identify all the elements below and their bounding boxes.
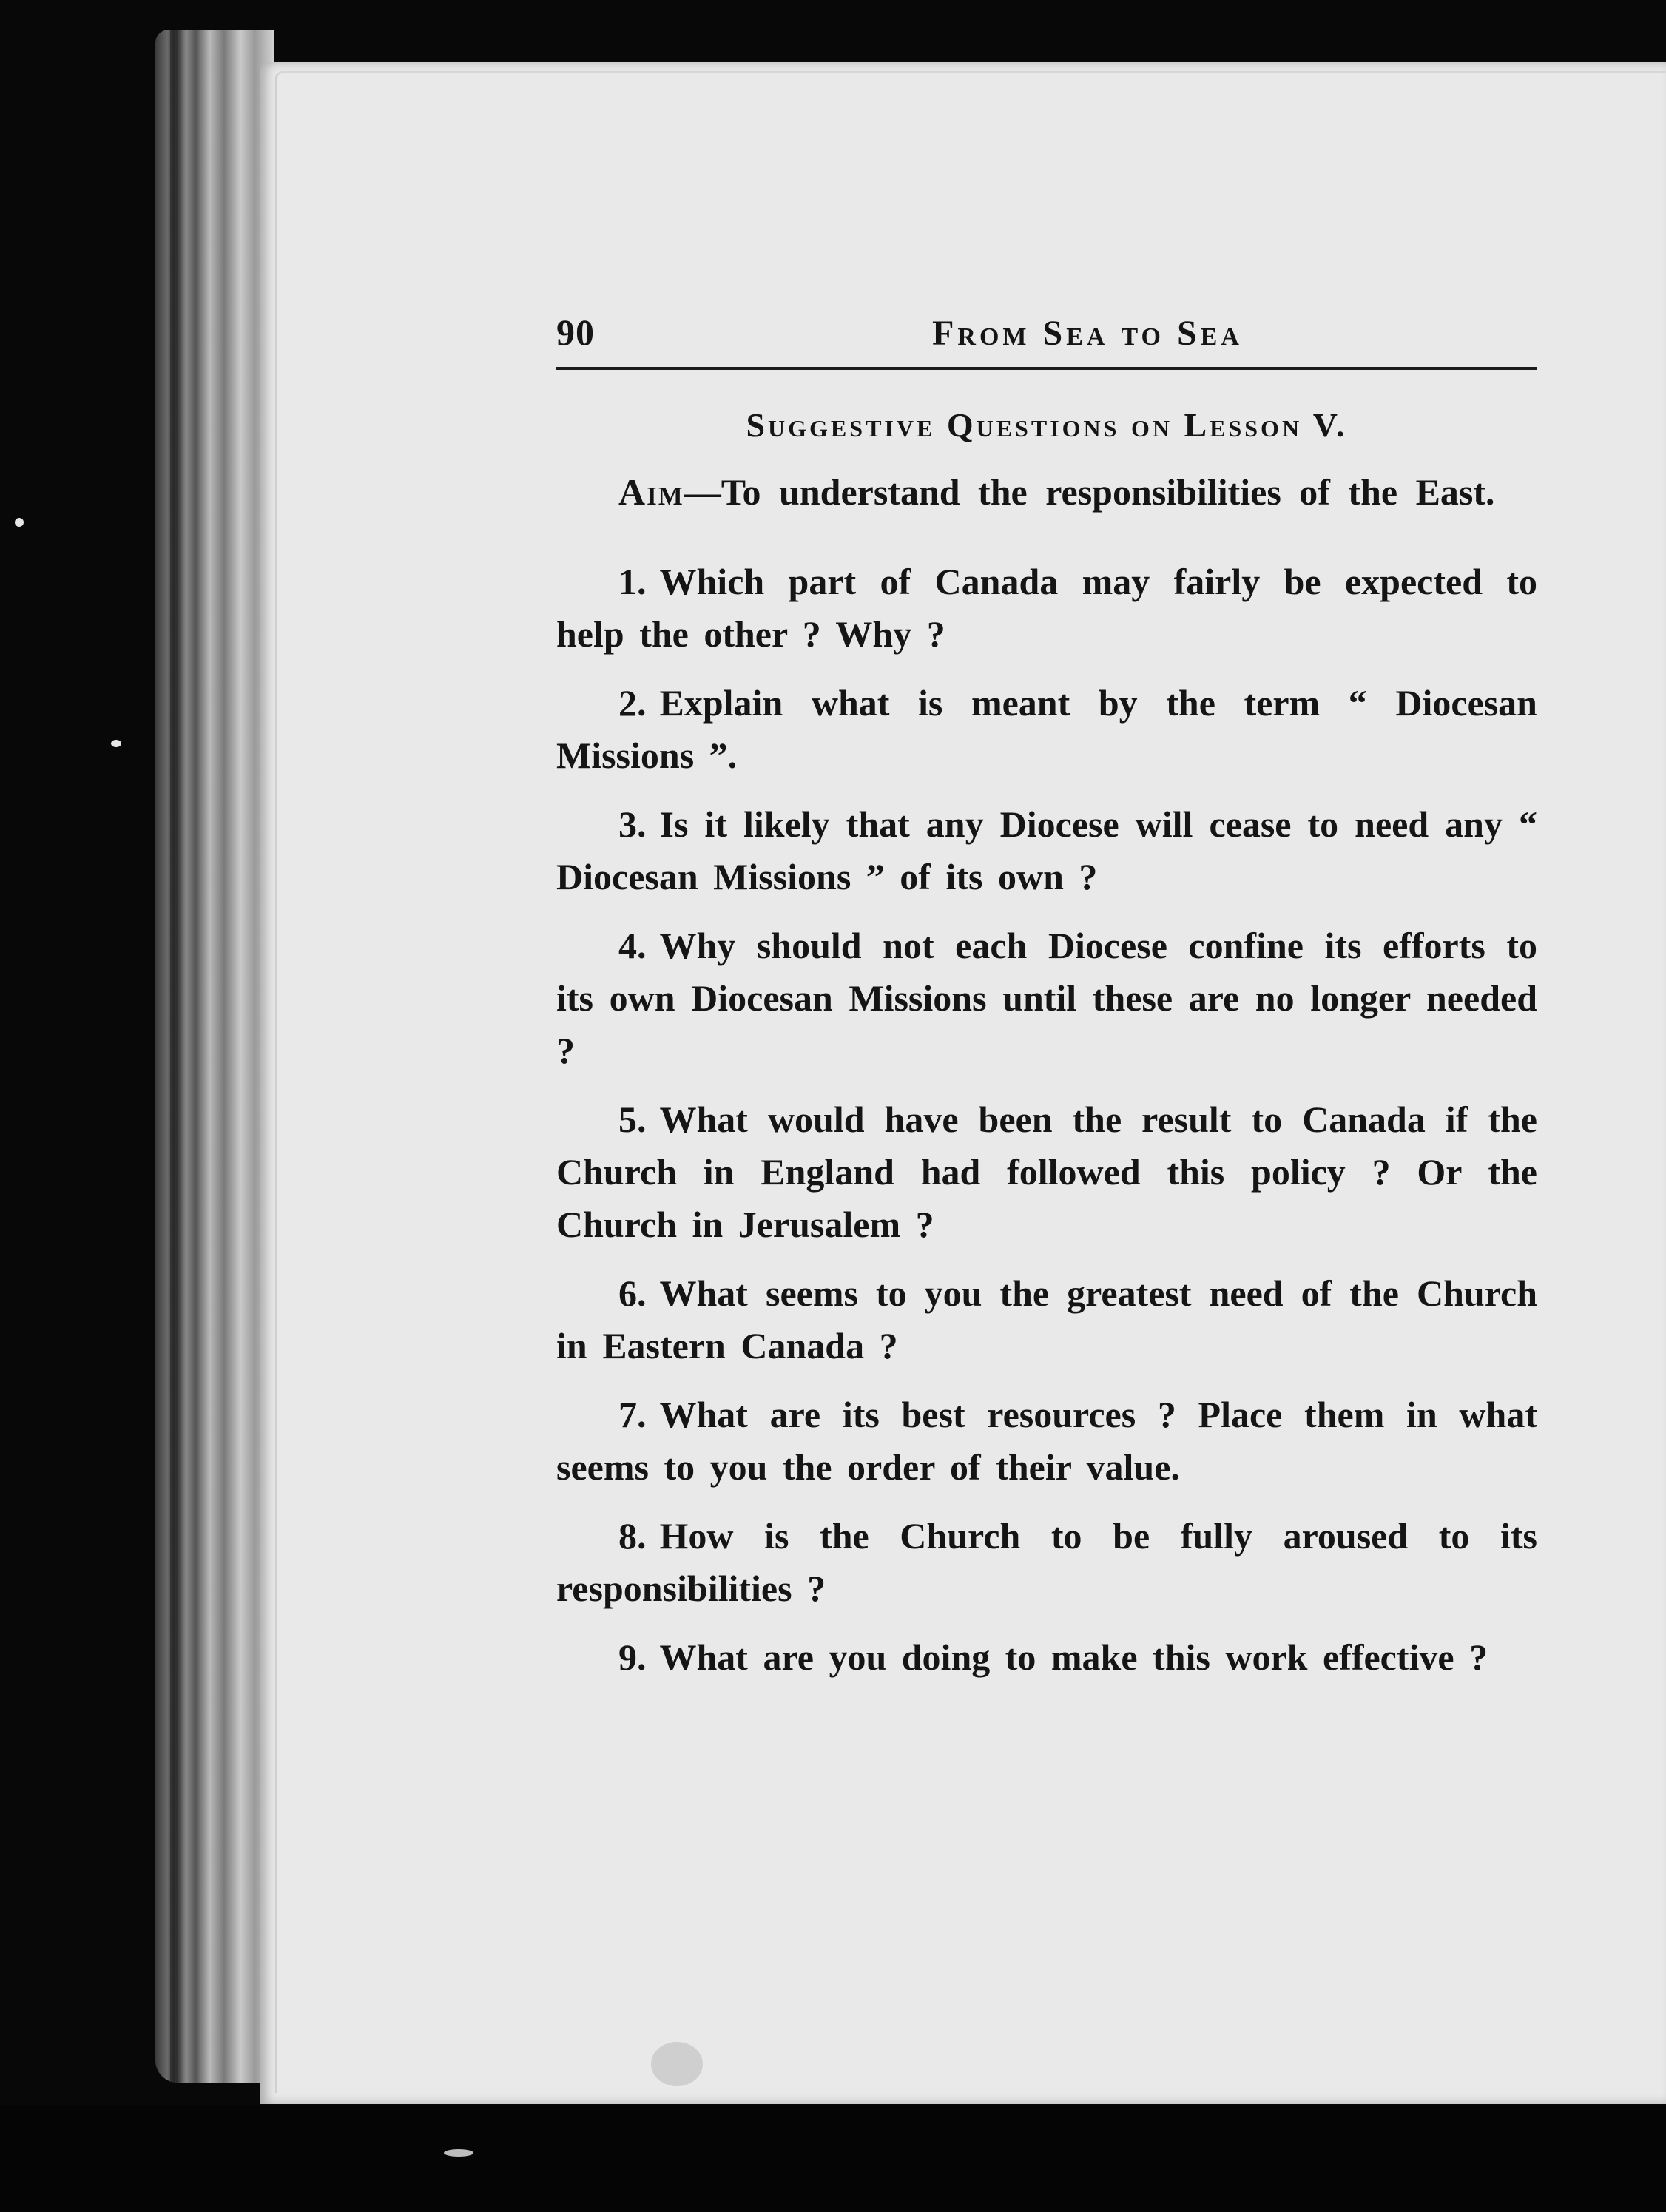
question-number: 4. — [618, 925, 647, 966]
question-text: Is it likely that any Diocese will cease to need any “ Diocesan Missions ” of its own ? — [556, 803, 1537, 897]
question-text: Which part of Canada may fairly be expected to help the other ? Why ? — [556, 561, 1537, 655]
aim-label: Aim — [618, 471, 684, 513]
question-item — [556, 920, 1537, 1077]
question-item — [556, 1093, 1537, 1251]
page-text — [556, 311, 1537, 1684]
page-number: 90 — [556, 311, 595, 353]
question-number: 6. — [618, 1272, 647, 1314]
dust-speck — [15, 518, 24, 527]
aim-text: —To understand the responsibilities of the East. — [684, 471, 1495, 513]
question-text: What would have been the result to Canada if the Church in England had followed this policy ? Or the Church in Jerusalem ? — [556, 1099, 1537, 1245]
question-item — [556, 1267, 1537, 1372]
question-text: What are you doing to make this work effective ? — [659, 1636, 1488, 1678]
question-number: 9. — [618, 1636, 647, 1678]
question-list — [556, 556, 1537, 1684]
question-number: 3. — [618, 803, 647, 845]
question-text: Explain what is meant by the term “ Diocesan Missions ”. — [556, 682, 1537, 776]
question-number: 7. — [618, 1394, 647, 1435]
question-item — [556, 1389, 1537, 1494]
question-text: How is the Church to be fully aroused to its responsibilities ? — [556, 1515, 1537, 1609]
dust-speck — [444, 2149, 473, 2157]
dust-speck — [111, 740, 121, 747]
question-item — [556, 556, 1537, 661]
question-number: 1. — [618, 561, 647, 602]
question-item — [556, 677, 1537, 782]
question-text: Why should not each Diocese confine its efforts to its own Diocesan Missions until these are no longer needed ? — [556, 925, 1537, 1071]
scan-background-bottom — [0, 2105, 1666, 2212]
question-item — [556, 1510, 1537, 1615]
question-text: What are its best resources ? Place them in what seems to you the order of their value. — [556, 1394, 1537, 1488]
aim-paragraph — [556, 465, 1537, 519]
section-heading: Suggestive Questions on Lesson V. — [746, 406, 1348, 444]
question-number: 2. — [618, 682, 647, 724]
book-binding-edge — [155, 30, 274, 2083]
question-item — [556, 798, 1537, 903]
book-title: From Sea to Sea — [932, 314, 1243, 353]
question-item — [556, 1631, 1537, 1684]
running-header — [556, 311, 1537, 370]
question-number: 8. — [618, 1515, 647, 1557]
question-number: 5. — [618, 1099, 647, 1140]
question-text: What seems to you the greatest need of the Church in Eastern Canada ? — [556, 1272, 1537, 1366]
dust-speck — [651, 2042, 703, 2086]
